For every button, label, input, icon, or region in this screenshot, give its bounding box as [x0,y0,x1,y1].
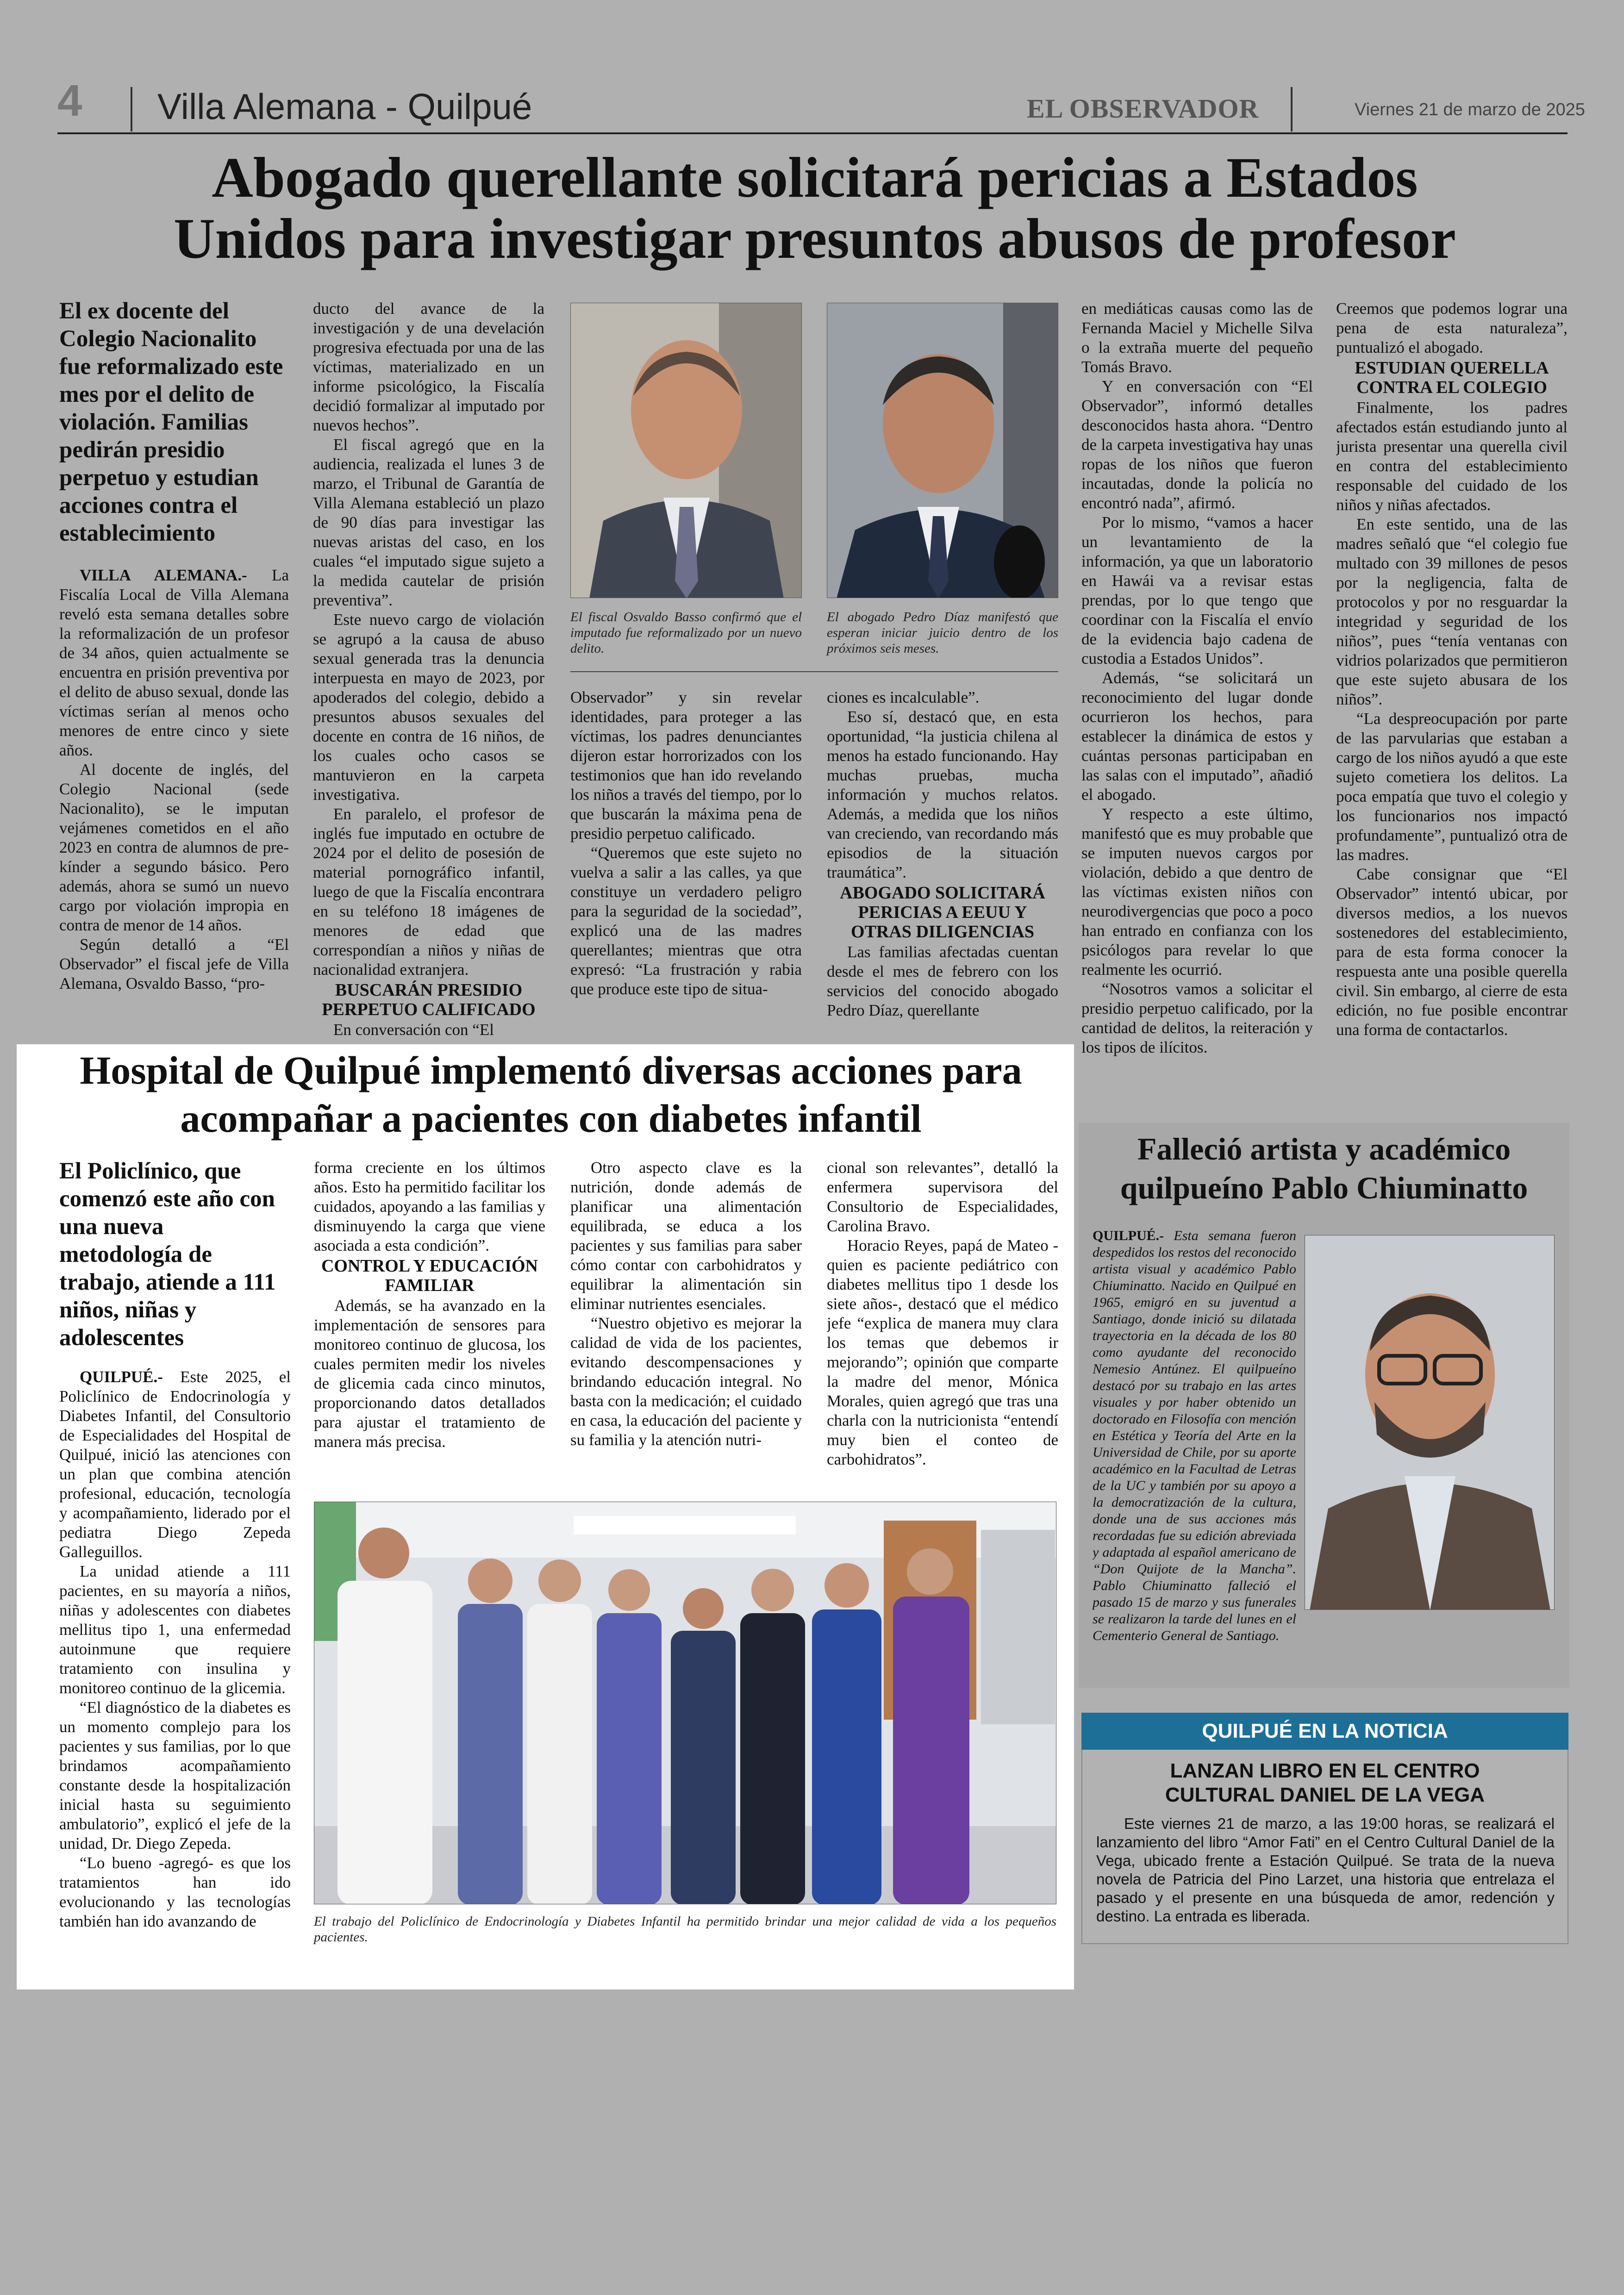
page-number: 4 [57,76,82,125]
article1-text: La Fiscalía Local de Villa Alemana reveló esta semana detalles sobre la reformalización de un profesor de 34 años, quien actualmente se encuentra en prisión preventiva por el delito de abuso sexual, donde las víctimas serían al menos ocho menores de entre cinco y siete años. [59,566,289,759]
article1-text: Al docente de inglés, del Colegio Nacional (sede Nacionalito), se le imputan vejámenes cometidos en el año 2023 en contra de alumnos de pre-kínder a segundo básico. Pero además, ahora se sumó un nuevo cargo por violación impropia en contra de menor de 14 años. [59,761,289,934]
article1-col3 [570,688,802,1040]
article1-subhead: ESTUDIAN QUERELLA CONTRA EL COLEGIO [1355,358,1549,397]
article3-headline: Falleció artista y académico quilpueíno Pablo Chiuminatto [1120,1131,1528,1205]
article2-subhead: CONTROL Y EDUCACIÓN FAMILIAR [321,1256,538,1295]
article1-text: ducto del avance de la investigación y de una develación progresiva efectuada por una de las víctimas, materializado en un informe psicológico, la Fiscalía decidió formalizar al imputado por nuevos hechos”. [313,299,544,434]
article1-subhead: BUSCARÁN PRESIDIO PERPETUO CALIFICADO [322,980,536,1019]
section-title: Villa Alemana - Quilpué [157,86,532,127]
article1-text: ciones es incalculable”. [827,688,980,706]
article1-lead: El ex docente del Colegio Nacionalito fue reformalizado este mes por el delito de violación. Familias pedirán presidio perpetuo y estudian acciones contra el establecimiento [59,298,283,546]
article1-text: Este nuevo cargo de violación se agrupó a la causa de abuso sexual generada tras la denuncia interpuesta en mayo de 2023, por apoderados del colegio, debido a presuntos abusos sexuales del docente en contra de 16 niños, de los cuales ocho casos se mantuvieron en la carpeta investigativa. [313,611,544,804]
article1-text: “La despreocupación por parte de las parvularias que estaban a cargo de los niños ayudó a que este sujeto cometiera los delitos. La poca empatía que tuvo el colegio y los funcionarios nos impactó profundamente”, puntualizó otra de las madres. [1336,710,1568,864]
photo-hospital-team [314,1502,1056,1904]
article1-text: Según detalló a “El Observador” el fiscal jefe de Villa Alemana, Osvaldo Basso, “pro- [59,935,289,992]
header-divider-2 [1291,87,1293,131]
article1-col4 [827,688,1058,1040]
article1-col5 [1081,299,1313,1104]
article2-text: forma creciente en los últimos años. Esto ha permitido facilitar los cuidados, apoyando a las familias y disminuyendo la carga que viene asociada a esta condición”. [314,1159,545,1254]
article1-text: Creemos que podemos lograr una pena de esta naturaleza”, puntualizó el abogado. [1336,299,1568,356]
article1-text: Además, “se solicitará un reconocimiento del lugar donde ocurrieron los hechos, para establecer la dinámica de estos y cuántas personas participaban en las salas con el imputado”, añadió el abogado. [1081,669,1313,804]
article1-text: El fiscal agregó que en la audiencia, realizada el lunes 3 de marzo, el Tribunal de Garantía de Villa Alemana estableció un plazo de 90 días para investigar las nuevas aristas del caso, en los cuales “el imputado sigue sujeto a la medida cautelar de prisión preventiva”. [313,436,544,609]
article1-text: Eso sí, destacó que, en esta oportunidad, “la justicia chilena al menos ha estado funcionando. Hay muchas pruebas, mucha información y muchos relatos. Además, a medida que los niños van creciendo, van recordando más episodios de la situación traumática”. [827,708,1058,881]
article2-text: Otro aspecto clave es la nutrición, donde además de planificar una alimentación equilibrada, se educa a los pacientes y sus familias para saber cómo contar con carbohidratos y equilibrar la alimentación sin eliminar nutrientes esenciales. [570,1159,802,1313]
article3-text: Esta semana fueron despedidos los restos del reconocido artista visual y académico Pablo Chiuminatto. Nacido en Quilpué en 1965, emigró en su juventud a Santiago, donde inició su dilatada trayectoria en la década de los 80 como ayudante del reconocido Nemesio Antúnez. El quilpueíno destacó por su trabajo en las artes visuales y por haber obtenido un doctorado en Filosofía con mención en Estética y Teoría del Arte en la Universidad de Chile, por su aporte académico en la Facultad de Letras de la UC y también por su apoyo a la democratización de la cultura, donde una de sus acciones más recordadas fue su edición abreviada y adaptada al español americano de “Don Quijote de la Mancha”. Pablo Chiuminatto falleció el pasado 15 de marzo y sus funerales se realizaron la tarde del lunes en el Cementerio General de Santiago. [1093,1228,1296,1643]
man-portrait-icon [1305,1235,1555,1610]
issue-date: Viernes 21 de marzo de 2025 [1355,100,1585,119]
article2-col1 [59,1157,291,1958]
photo-pablo-chiuminatto [1305,1235,1555,1610]
article1-col2 [313,299,544,1035]
article4-text: Este viernes 21 de marzo, a las 19:00 horas, se realizará el lanzamiento del libro “Amor Fati” en el Centro Cultural Daniel de la Vega, ubicado frente a Estación Quilpué. Se trata de la nueva novela de Patricia del Pino Larzet, una historia que entrelaza el pasado y el presente en una búsqueda de amor, redención y destino. La entrada es liberada. [1096,1815,1555,1925]
article2-text: Horacio Reyes, papá de Mateo -quien es paciente pediátrico con diabetes mellitus tipo 1 desde los siete años-, destacó que el médico jefe “explica de manera muy clara los temas que debemos ir mejorando”; opinión que comparte la madre del menor, Mónica Morales, quien agregó que tras una charla con la nutricionista “entendí muy bien el conteo de carbohidratos”. [827,1236,1058,1468]
article2-text: Este 2025, el Policlínico de Endocrinología y Diabetes Infantil, del Consultorio de Especialidades del Hospital de Quilpué, inició las atenciones con un plan que combina atención profesional, educación, tecnología y acompañamiento, liderado por el pediatra Diego Zepeda Galleguillos. [59,1368,291,1561]
article1-text: Finalmente, los padres afectados están estudiando junto al jurista presentar una querella civil en contra del establecimiento responsable del cuidado de los niños y niñas afectados. [1336,399,1568,514]
article2-col2 [314,1158,545,1491]
caption-rule [570,671,1058,672]
newspaper-name: EL OBSERVADOR [1027,94,1259,124]
article1-headline: Abogado querellante solicitará pericias a Estados Unidos para investigar presuntos abusos de profesor [174,146,1456,270]
article4-headline: LANZAN LIBRO EN EL CENTRO CULTURAL DANIEL DE LA VEGA [1165,1759,1485,1806]
article1-text: En este sentido, una de las madres señaló que “el colegio fue multado con 39 millones de pesos por la negligencia, falta de protocolos y por no resguardar la integridad y seguridad de los niños”, pues “tenía ventanas con vidrios polarizados que permitieron que este sujeto abusara de los niños”. [1336,515,1568,708]
article1-text: Las familias afectadas cuentan desde el mes de febrero con los servicios del conocido abogado Pedro Díaz, querellante [827,943,1058,1019]
article3-col [1093,1228,1296,1672]
article1-text: Y en conversación con “El Observador”, informó detalles desconocidos hasta ahora. “Dentro de la carpeta investigativa hay unas ropas de los niños que fueron incautadas, donde la policía no encontró nada”, afirmó. [1081,377,1313,512]
article2-text: Además, se ha avanzado en la implementación de sensores para monitoreo continuo de glucosa, los cuales permiten medir los niveles de glicemia cada cinco minutos, proporcionando datos detallados para ajustar el tratamiento de manera más precisa. [314,1297,545,1451]
article1-text: Y respecto a este último, manifestó que es muy probable que se imputen nuevos cargos por violación, debido a que dentro de las víctimas existen niños con neurodivergencias que poco a poco han entrado en confianza con los psicólogos para revelar lo que realmente les ocurrió. [1081,805,1313,979]
man-portrait-icon [571,303,802,598]
article1-city: VILLA ALEMANA.- [80,566,247,584]
news-banner: QUILPUÉ EN LA NOTICIA [1081,1713,1568,1750]
article2-text: “Nuestro objetivo es mejorar la calidad de vida de los pacientes, evitando descompensaciones y brindando educación integral. No basta con la medicación; el cuidado en casa, la educación del paciente y su familia y la atención nutri- [570,1314,802,1449]
article2-city: QUILPUÉ.- [80,1368,163,1386]
article2-col4 [827,1158,1058,1491]
article1-text: Por lo mismo, “vamos a hacer un levantamiento de la información, ya que un laboratorio en Hawái va a revisar estas prendas, por lo que tengo que coordinar con la Fiscalía el envío de la evidencia bajo cadena de custodia a Estados Unidos”. [1081,513,1313,667]
man-portrait-icon [827,303,1058,598]
article1-col1 [59,297,289,1033]
article3-city: QUILPUÉ.- [1093,1228,1164,1243]
article1-text: Cabe consignar que “El Observador” intentó ubicar, por diversos medios, a los nuevos sostenedores del establecimiento, para de esta forma conocer la respuesta ante una posible querella civil. Sin embargo, al cierre de esta edición, no fue posible encontrar una forma de contactarlos. [1336,865,1568,1039]
article1-col6 [1336,299,1568,1104]
article1-text: En conversación con “El [333,1021,494,1035]
article2-headline: Hospital de Quilpué implementó diversas acciones para acompañar a pacientes con diabetes infantil [80,1048,1022,1141]
article1-text: “Queremos que este sujeto no vuelva a salir a las calles, ya que constituye un verdadero peligro para la seguridad de la sociedad”, explicó una de las madres querellantes; mientras que otra expresó: “La frustración y rabia que produce este tipo de situa- [570,844,802,998]
article1-text: Observador” y sin revelar identidades, para proteger a las víctimas, los padres denunciantes dijeron estar horrorizados con los testimonios que han ido revelando los niños a través del tiempo, por lo que buscarán la máxima pena de presidio perpetuo calificado. [570,688,802,842]
caption-abogado: El abogado Pedro Díaz manifestó que esperan iniciar juicio dentro de los próximos seis meses. [827,610,1058,656]
article2-text: La unidad atiende a 111 pacientes, en su mayoría a niños, niñas y adolescentes con diabetes mellitus tipo 1, una enfermedad autoinmune que requiere tratamiento con insulina y monitoreo continuo de la glicemia. [59,1562,291,1697]
caption-hospital: El trabajo del Policlínico de Endocrinología y Diabetes Infantil ha permitido brindar una mejor calidad de vida a los pequeños pacientes. [314,1914,1056,1945]
photo-abogado-diaz [827,303,1058,598]
article2-col3 [570,1158,802,1491]
article1-text: en mediáticas causas como las de Fernanda Maciel y Michelle Silva o la extraña muerte del pequeño Tomás Bravo. [1081,299,1313,376]
article2-text: “El diagnóstico de la diabetes es un momento complejo para los pacientes y sus familias, por lo que brindamos acompañamiento constante desde la hospitalización inicial hasta su seguimiento ambulatorio”, explicó el jefe de la unidad, Dr. Diego Zepeda. [59,1698,291,1852]
group-photo-icon [314,1502,1056,1904]
article1-subhead: ABOGADO SOLICITARÁ PERICIAS A EEUU Y OTRAS DILIGENCIAS [840,883,1045,942]
caption-fiscal: El fiscal Osvaldo Basso confirmó que el imputado fue reformalizado por un nuevo delito. [570,610,802,656]
article2-lead: El Policlínico, que comenzó este año con una nueva metodología de trabajo, atiende a 111 niños, niñas y adolescentes [59,1158,276,1351]
article2-text: “Lo bueno -agregó- es que los tratamientos han ido evolucionando y las tecnologías también han ido avanzando de [59,1854,291,1930]
article2-text: cional son relevantes”, detalló la enfermera supervisora del Consultorio de Especialidades, Carolina Bravo. [827,1159,1058,1235]
article1-text: “Nosotros vamos a solicitar el presidio perpetuo calificado, por la cantidad de delitos, la reiteración y los tipos de ilícitos. [1081,980,1313,1056]
article1-text: En paralelo, el profesor de inglés fue imputado en octubre de 2024 por el delito de posesión de material pornográfico infantil, luego de que la Fiscalía encontrara en su teléfono 18 imágenes de menores de edad que correspondían a niños y niñas de nacionalidad extranjera. [313,805,544,979]
header-rule [57,132,1568,134]
header-divider [131,87,132,131]
photo-fiscal-basso [570,303,802,598]
